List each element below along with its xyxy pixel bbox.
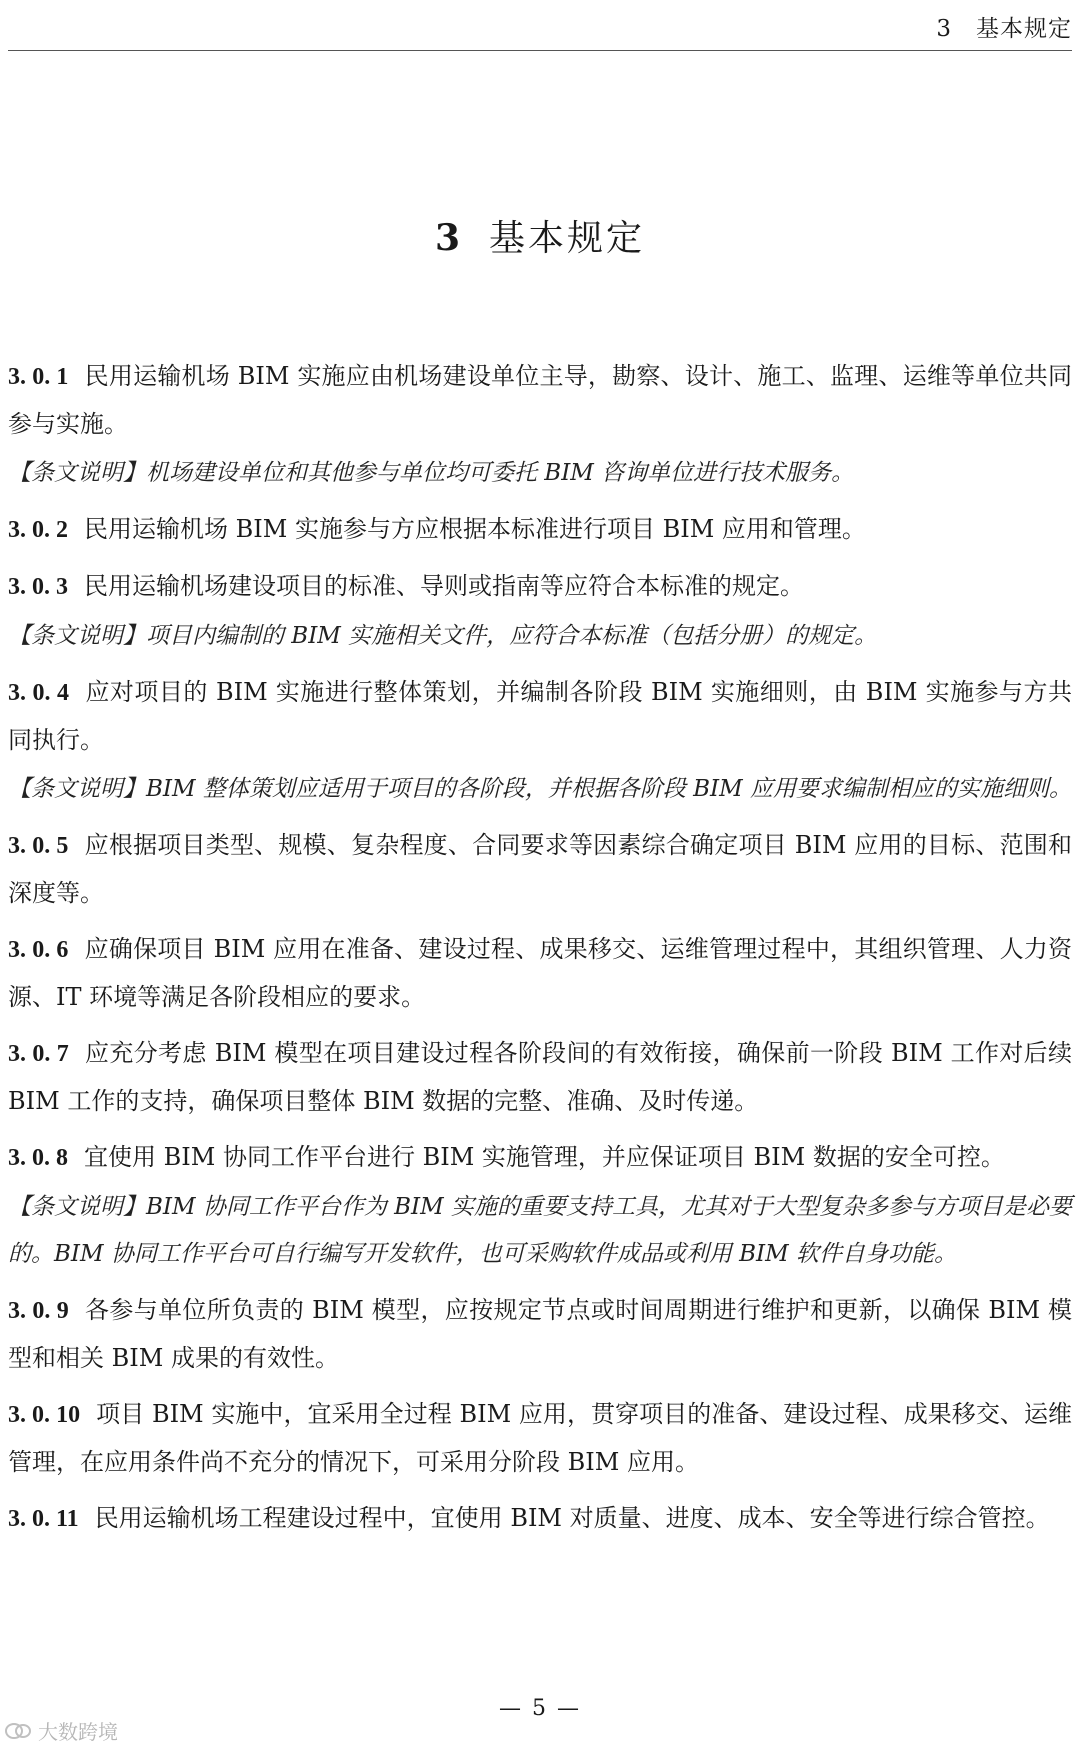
clause-number: 3. 0. 6 xyxy=(8,937,69,963)
watermark-text: 大数跨境 xyxy=(38,1720,118,1744)
page-number: — 5 — xyxy=(499,1696,581,1721)
header-rule xyxy=(8,50,1072,51)
clause-3-0-6 xyxy=(8,926,1072,1021)
clause-3-0-4 xyxy=(8,669,1072,764)
clause-number: 3. 0. 1 xyxy=(8,364,69,390)
clause-3-0-10 xyxy=(8,1391,1072,1486)
clause-3-0-1 xyxy=(8,353,1072,448)
clause-number: 3. 0. 3 xyxy=(8,574,68,600)
clause-text: 应对项目的 BIM 实施进行整体策划，并编制各阶段 BIM 实施细则，由 BIM 实施参与方共同执行。 xyxy=(8,678,1072,754)
clause-3-0-8 xyxy=(8,1134,1072,1182)
clause-number: 3. 0. 9 xyxy=(8,1298,69,1324)
clause-number: 3. 0. 2 xyxy=(8,517,68,543)
clause-note: 【条文说明】BIM 协同工作平台作为 BIM 实施的重要支持工具，尤其对于大型复杂多参与方项目是必要的。BIM 协同工作平台可自行编写开发软件，也可采购软件成品或利用 BIM 软件自身功能。 xyxy=(8,1194,1073,1267)
clause-note: 【条文说明】项目内编制的 BIM 实施相关文件，应符合本标准（包括分册）的规定。 xyxy=(8,623,878,649)
clause-number: 3. 0. 5 xyxy=(8,833,69,859)
clause-text: 宜使用 BIM 协同工作平台进行 BIM 实施管理，并应保证项目 BIM 数据的安全可控。 xyxy=(84,1143,1005,1171)
clause-number: 3. 0. 4 xyxy=(8,680,69,706)
clause-number: 3. 0. 7 xyxy=(8,1041,69,1067)
clause-text: 民用运输机场工程建设过程中，宜使用 BIM 对质量、进度、成本、安全等进行综合管控。 xyxy=(94,1504,1050,1532)
clause-text: 项目 BIM 实施中，宜采用全过程 BIM 应用，贯穿项目的准备、建设过程、成果移交、运维管理，在应用条件尚不充分的情况下，可采用分阶段 BIM 应用。 xyxy=(8,1400,1072,1476)
clause-3-0-2 xyxy=(8,506,1072,554)
clause-list xyxy=(8,353,1072,1552)
chapter-title-text: 基本规定 xyxy=(489,218,646,259)
clause-number: 3. 0. 11 xyxy=(8,1506,79,1532)
clause-3-0-3 xyxy=(8,563,1072,611)
clause-3-0-9 xyxy=(8,1287,1072,1382)
clause-3-0-7 xyxy=(8,1030,1072,1125)
clause-number: 3. 0. 10 xyxy=(8,1402,81,1428)
clause-text: 应确保项目 BIM 应用在准备、建设过程、成果移交、运维管理过程中，其组织管理、人力资源、IT 环境等满足各阶段相应的要求。 xyxy=(8,935,1072,1011)
clause-text: 民用运输机场 BIM 实施应由机场建设单位主导，勘察、设计、施工、监理、运维等单位共同参与实施。 xyxy=(8,362,1072,438)
clause-3-0-11 xyxy=(8,1495,1072,1543)
clause-3-0-5 xyxy=(8,822,1072,917)
clause-note: 【条文说明】BIM 整体策划应适用于项目的各阶段，并根据各阶段 BIM 应用要求编制相应的实施细则。 xyxy=(8,776,1073,802)
clause-text: 各参与单位所负责的 BIM 模型，应按规定节点或时间周期进行维护和更新，以确保 BIM 模型和相关 BIM 成果的有效性。 xyxy=(8,1296,1072,1372)
running-header: 3 基本规定 xyxy=(936,16,1072,42)
chapter-number: 3 xyxy=(434,217,464,259)
clause-text: 民用运输机场建设项目的标准、导则或指南等应符合本标准的规定。 xyxy=(84,572,804,600)
clause-text: 应根据项目类型、规模、复杂程度、合同要求等因素综合确定项目 BIM 应用的目标、范围和深度等。 xyxy=(8,831,1072,907)
clause-note: 【条文说明】机场建设单位和其他参与单位均可委托 BIM 咨询单位进行技术服务。 xyxy=(8,460,855,486)
chapter-title xyxy=(0,210,1080,261)
clause-text: 民用运输机场 BIM 实施参与方应根据本标准进行项目 BIM 应用和管理。 xyxy=(84,515,866,543)
clause-number: 3. 0. 8 xyxy=(8,1145,68,1171)
clause-text: 应充分考虑 BIM 模型在项目建设过程各阶段间的有效衔接，确保前一阶段 BIM 工作对后续 BIM 工作的支持，确保项目整体 BIM 数据的完整、准确、及时传递。 xyxy=(8,1039,1072,1115)
